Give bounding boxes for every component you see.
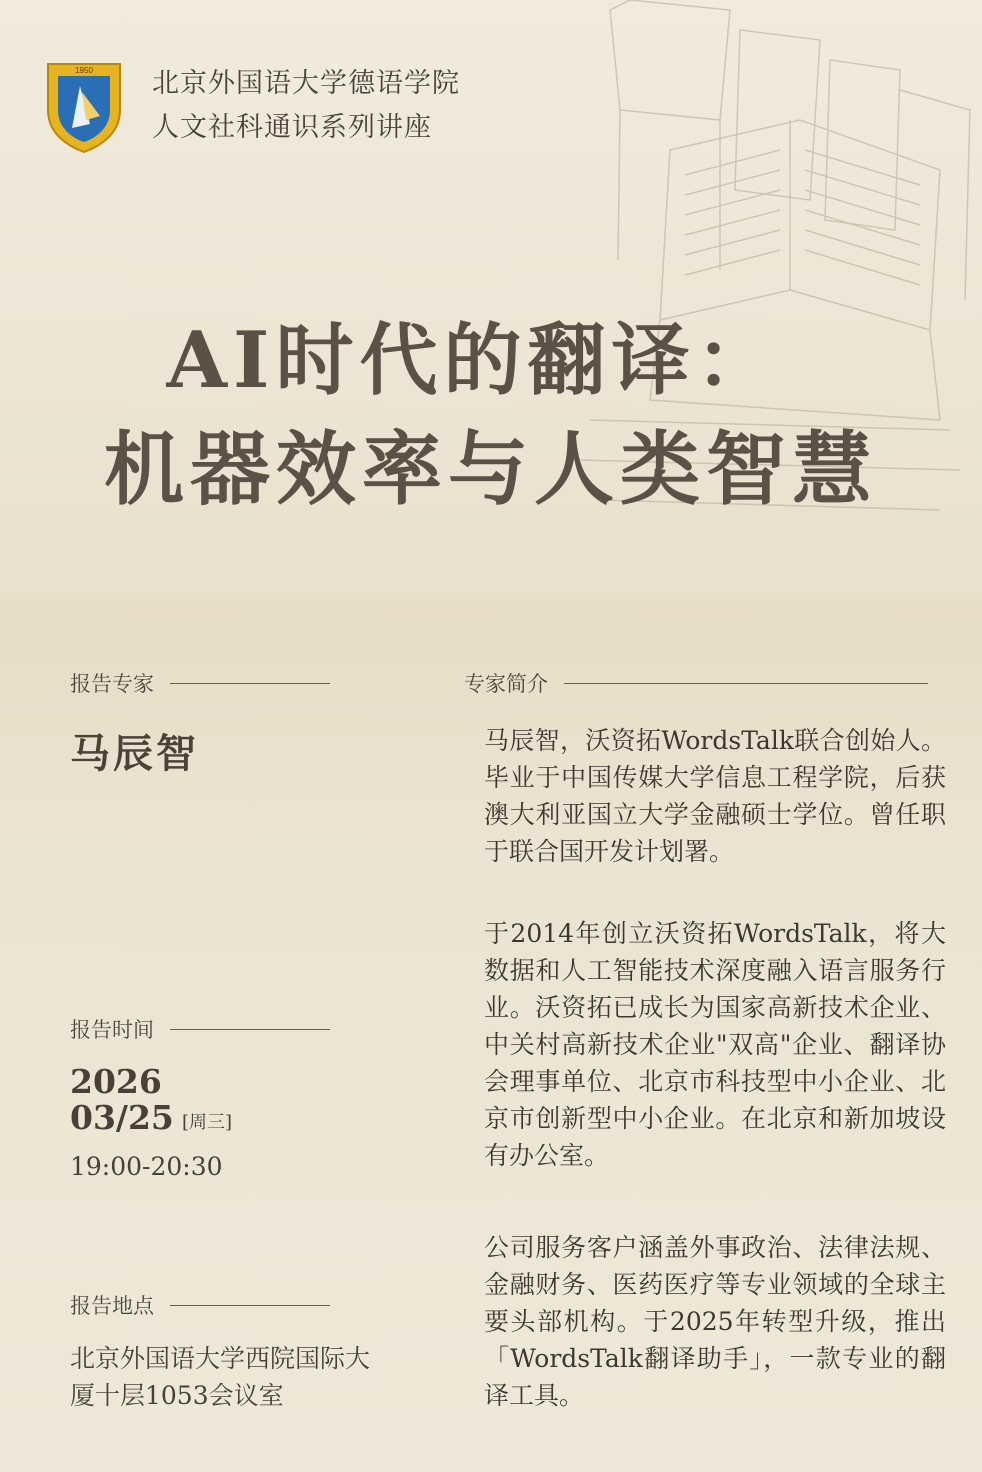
bio-paragraph: 公司服务客户涵盖外事政治、法律法规、金融财务、医药医疗等专业领域的全球主要头部机构。于2025年转型升级，推出「WordsTalk翻译助手」，一款专业的翻译工具。 <box>484 1233 946 1410</box>
school-name: 北京外国语大学德语学院 <box>152 68 460 99</box>
venue-text: 北京外国语大学西院国际大厦十层1053会议室 <box>70 1344 371 1410</box>
title-line-1: AI时代的翻译： <box>166 315 780 406</box>
venue-label-text: 报告地点 <box>70 1294 154 1318</box>
divider-line <box>170 1029 330 1030</box>
bio-paragraph: 于2014年创立沃资拓WordsTalk，将大数据和人工智能技术深度融入语言服务行业。沃资拓已成长为国家高新技术企业、中关村高新技术企业"双高"企业、翻译协会理事单位、北京市科技型中小企业、北京市创新型中小企业。在北京和新加坡设有办公室。 <box>484 919 946 1170</box>
speaker-label-text: 报告专家 <box>70 672 154 696</box>
divider-line <box>170 1305 330 1306</box>
svg-text:1950: 1950 <box>75 66 93 75</box>
date-weekday: [周三] <box>182 1112 233 1133</box>
bio-paragraph: 马辰智，沃资拓WordsTalk联合创始人。毕业于中国传媒大学信息工程学院，后获澳大利亚国立大学金融硕士学位。曾任职于联合国开发计划署。 <box>484 726 946 866</box>
bio-label-text: 专家简介 <box>464 672 548 696</box>
header <box>44 58 460 154</box>
date-year: 2026 <box>70 1062 162 1101</box>
time-section-label <box>70 1014 330 1044</box>
lecture-series: 人文社科通识系列讲座 <box>152 112 432 143</box>
bio-section-label <box>464 668 928 698</box>
title-line-2: 机器效率与人类智慧 <box>104 422 878 516</box>
speaker-name: 马辰智 <box>70 730 199 777</box>
school-logo-icon <box>44 58 124 154</box>
date-month-day: 03/25 <box>70 1098 174 1137</box>
divider-line <box>170 683 330 684</box>
time-range: 19:00-20:30 <box>70 1152 223 1181</box>
divider-line <box>564 683 928 684</box>
venue-section-label <box>70 1290 330 1320</box>
time-label-text: 报告时间 <box>70 1018 154 1042</box>
speaker-section-label <box>70 668 330 698</box>
